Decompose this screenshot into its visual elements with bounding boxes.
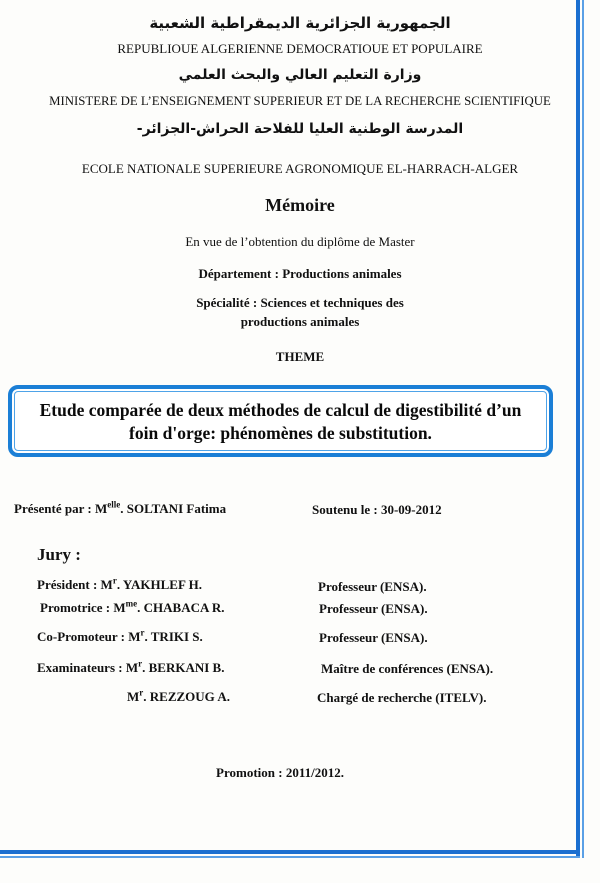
jury-member-position: Chargé de recherche (ITELV).: [317, 690, 487, 705]
jury-member-position: Maître de conférences (ENSA).: [321, 661, 494, 676]
republic-french: REPUBLIOUE ALGERIENNE DEMOCRATIOUE ET POPULAIRE: [117, 41, 483, 56]
promotion: Promotion : 2011/2012.: [216, 765, 344, 780]
document-purpose: En vue de l’obtention du diplôme de Master: [185, 234, 415, 249]
theme-title: [12, 399, 549, 445]
ministry-french: MINISTERE DE L’ENSEIGNEMENT SUPERIEUR ET DE LA RECHERCHE SCIENTIFIQUE: [49, 94, 551, 108]
jury-member-role: Examinateurs : $M^r$. BERKANI B.: [37, 658, 225, 675]
presenter-name: . SOLTANI Fatima: [120, 501, 227, 516]
specialty-line-1: Spécialité : Sciences et techniques des: [196, 295, 404, 310]
theme-box: [8, 385, 553, 457]
jury-member-position: Professeur (ENSA).: [319, 630, 428, 645]
jury-heading: Jury :: [37, 545, 81, 564]
jury-member-role: Co-Promoteur : $M^r$. TRIKI S.: [37, 627, 203, 644]
republic-arabic: الجمهورية الجزائرية الديمقراطية الشعبية: [149, 14, 451, 32]
defense-date: Soutenu le : 30-09-2012: [312, 502, 442, 517]
specialty-line-2: productions animales: [240, 314, 360, 329]
frame-border-bottom-thin: [0, 856, 580, 858]
jury-member-position: Professeur (ENSA).: [318, 579, 427, 594]
document-type: Mémoire: [265, 195, 335, 215]
presenter-label: Présenté par : M: [14, 501, 108, 516]
presenter: [14, 501, 226, 517]
theme-label: THEME: [275, 349, 325, 364]
school-french: ECOLE NATIONALE SUPERIEURE AGRONOMIQUE EL-HARRACH-ALGER: [81, 161, 519, 176]
department: Département : Productions animales: [198, 266, 402, 281]
ministry-arabic: وزارة التعليم العالي والبحث العلمي: [178, 67, 422, 83]
school-arabic: المدرسة الوطنية العليا للفلاحة الحراش-الجزائر-: [136, 121, 464, 137]
frame-border-right: [576, 0, 580, 856]
frame-border-right-thin: [582, 0, 584, 858]
jury-member-role: Président : $M^r$. YAKHLEF H.: [37, 575, 203, 592]
jury-member-role: Promotrice : $M^{me}$. CHABACA R.: [40, 598, 225, 615]
jury-member-role: $M^r$. REZZOUG A.: [127, 687, 230, 704]
theme-title-line-1: Etude comparée de deux méthodes de calcul de digestibilité d’un: [39, 400, 522, 420]
frame-border-bottom: [0, 850, 580, 854]
theme-title-line-2: foin d'orge: phénomènes de substitution.: [129, 423, 432, 443]
jury-member-position: Professeur (ENSA).: [319, 601, 428, 616]
presenter-title-sup: elle: [107, 499, 121, 510]
